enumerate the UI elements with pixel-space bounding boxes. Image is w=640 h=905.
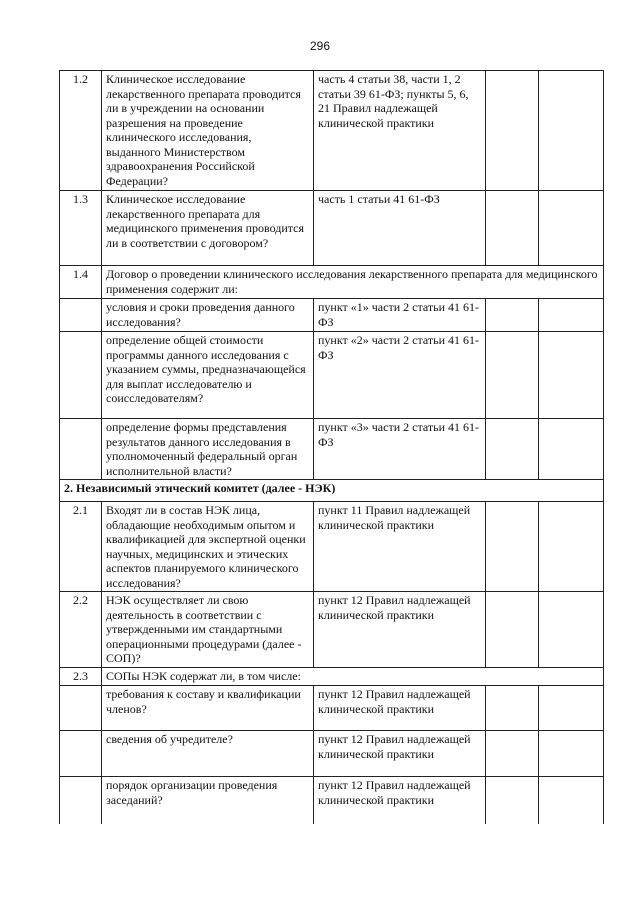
answer-cell bbox=[486, 592, 539, 668]
reference-cell: пункт «1» части 2 статьи 41 61-ФЗ bbox=[314, 299, 486, 332]
question-cell: требования к составу и квалификации членов? bbox=[102, 686, 314, 731]
note-cell bbox=[539, 686, 604, 731]
reference-cell: пункт 12 Правил надлежащей клинической практики bbox=[314, 731, 486, 777]
answer-cell bbox=[486, 502, 539, 592]
reference-cell: пункт «2» части 2 статьи 41 61-ФЗ bbox=[314, 332, 486, 419]
reference-cell: пункт 12 Правил надлежащей клинической практики bbox=[314, 592, 486, 668]
note-cell bbox=[539, 731, 604, 777]
answer-cell bbox=[486, 71, 539, 191]
table-row-group-heading bbox=[60, 266, 604, 299]
item-number: 1.3 bbox=[60, 191, 102, 266]
question-cell: Клиническое исследование лекарственного препарата проводится ли в учреждении на основании разрешения на проведение клинического исследования, выданного Министерством здравоохранения Российской Федерации? bbox=[102, 71, 314, 191]
table-row bbox=[60, 686, 604, 731]
table-row bbox=[60, 332, 604, 419]
item-number-empty bbox=[60, 777, 102, 824]
item-number-empty bbox=[60, 731, 102, 777]
reference-cell: пункт 11 Правил надлежащей клинической практики bbox=[314, 502, 486, 592]
note-cell bbox=[539, 592, 604, 668]
question-cell: определение общей стоимости программы данного исследования с указанием суммы, предназначающейся для выплат исследователю и соисследователям? bbox=[102, 332, 314, 419]
table-row-section-heading bbox=[60, 480, 604, 502]
question-cell: порядок организации проведения заседаний? bbox=[102, 777, 314, 824]
answer-cell bbox=[486, 731, 539, 777]
item-number-empty bbox=[60, 299, 102, 332]
item-number: 2.1 bbox=[60, 502, 102, 592]
reference-cell: часть 4 статьи 38, части 1, 2 статьи 39 61-ФЗ; пункты 5, 6, 21 Правил надлежащей клинической практики bbox=[314, 71, 486, 191]
item-number-empty bbox=[60, 332, 102, 419]
question-cell: Входят ли в состав НЭК лица, обладающие необходимым опытом и квалификацией для экспертной оценки научных, медицинских и этических аспектов планируемого клинического исследования? bbox=[102, 502, 314, 592]
item-number: 2.3 bbox=[60, 668, 102, 686]
table-row bbox=[60, 191, 604, 266]
reference-cell: пункт 12 Правил надлежащей клинической практики bbox=[314, 686, 486, 731]
note-cell bbox=[539, 191, 604, 266]
table-row-group-heading bbox=[60, 668, 604, 686]
item-number: 1.4 bbox=[60, 266, 102, 299]
note-cell bbox=[539, 332, 604, 419]
answer-cell bbox=[486, 419, 539, 480]
note-cell bbox=[539, 419, 604, 480]
question-cell: условия и сроки проведения данного исследования? bbox=[102, 299, 314, 332]
answer-cell bbox=[486, 777, 539, 824]
question-cell: определение формы представления результатов данного исследования в уполномоченный федеральный орган исполнительной власти? bbox=[102, 419, 314, 480]
table-row bbox=[60, 592, 604, 668]
note-cell bbox=[539, 502, 604, 592]
group-heading-cell: Договор о проведении клинического исследования лекарственного препарата для медицинского применения содержит ли: bbox=[102, 266, 604, 299]
item-number-empty bbox=[60, 686, 102, 731]
reference-cell: пункт «3» части 2 статьи 41 61-ФЗ bbox=[314, 419, 486, 480]
note-cell bbox=[539, 299, 604, 332]
note-cell bbox=[539, 71, 604, 191]
table-row bbox=[60, 731, 604, 777]
question-cell: Клиническое исследование лекарственного препарата для медицинского применения проводится ли в соответствии с договором? bbox=[102, 191, 314, 266]
reference-cell: часть 1 статьи 41 61-ФЗ bbox=[314, 191, 486, 266]
reference-cell: пункт 12 Правил надлежащей клинической практики bbox=[314, 777, 486, 824]
table-row bbox=[60, 419, 604, 480]
table-row bbox=[60, 502, 604, 592]
question-cell: НЭК осуществляет ли свою деятельность в соответствии с утвержденными им стандартными операционными процедурами (далее - СОП)? bbox=[102, 592, 314, 668]
question-cell: сведения об учредителе? bbox=[102, 731, 314, 777]
table-row bbox=[60, 777, 604, 824]
page-number: 296 bbox=[309, 39, 331, 53]
item-number-empty bbox=[60, 419, 102, 480]
answer-cell bbox=[486, 686, 539, 731]
table-row bbox=[60, 71, 604, 191]
table-row bbox=[60, 299, 604, 332]
answer-cell bbox=[486, 332, 539, 419]
item-number: 2.2 bbox=[60, 592, 102, 668]
section-heading: 2. Независимый этический комитет (далее - НЭК) bbox=[60, 480, 604, 502]
group-heading-cell: СОПы НЭК содержат ли, в том числе: bbox=[102, 668, 604, 686]
answer-cell bbox=[486, 191, 539, 266]
answer-cell bbox=[486, 299, 539, 332]
checklist-table bbox=[59, 70, 604, 824]
note-cell bbox=[539, 777, 604, 824]
item-number: 1.2 bbox=[60, 71, 102, 191]
